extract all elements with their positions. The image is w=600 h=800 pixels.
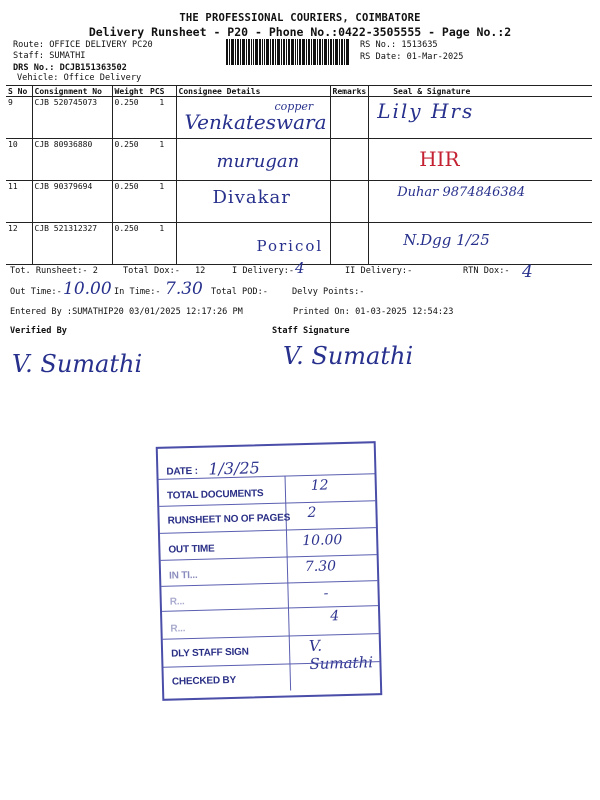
sno-cell: 10 <box>6 139 32 181</box>
in-time-value: 7.30 <box>165 279 203 299</box>
stamp-row-value: V. Sumathi <box>308 636 374 673</box>
pcs-cell: 1 <box>148 97 176 139</box>
stamp-row-label: OUT TIME <box>168 543 215 556</box>
stamp-row-label: IN TI... <box>168 569 198 582</box>
runsheet-subtitle: Delivery Runsheet - P20 - Phone No.:0422-3505555 - Page No.:2 <box>88 25 512 39</box>
remarks-cell <box>330 223 369 265</box>
rs-date: RS Date: 01-Mar-2025 <box>360 52 464 62</box>
col-header: Consignment No <box>32 86 112 97</box>
consignee-note: copper <box>274 100 314 113</box>
table-header-row <box>6 86 592 97</box>
vehicle-label: Vehicle: Office Delivery <box>17 73 142 83</box>
pcs-cell: 1 <box>148 139 176 181</box>
out-time-label: Out Time:- <box>10 287 62 297</box>
stamp-row-label: R... <box>169 596 185 608</box>
consignee-handwriting: Venkateswara <box>184 110 327 134</box>
table-row <box>6 181 592 223</box>
stamp-date-value: 1/3/25 <box>208 458 261 479</box>
col-header: S No <box>6 86 32 97</box>
remarks-cell <box>330 181 369 223</box>
stamp-row-label: DLY STAFF SIGN <box>170 646 249 660</box>
consignee-handwriting: Divakar <box>212 187 291 208</box>
stamp-row-label: CHECKED BY <box>171 674 237 688</box>
barcode-image <box>226 39 350 65</box>
stamp-row-value: 2 <box>307 504 317 521</box>
stamp-row <box>160 527 376 534</box>
signature-handwriting: Lily Hrs <box>377 99 475 123</box>
i-delivery-value: 4 <box>295 259 305 277</box>
stamp-row <box>161 580 377 587</box>
stamp-row-value: 12 <box>310 477 329 494</box>
consignee-handwriting: Poricol <box>256 237 324 255</box>
delvy-points-label: Delvy Points:- <box>292 287 365 297</box>
rtn-dox-value: 4 <box>522 262 533 282</box>
consignment-cell: CJB 521312327 <box>32 223 112 265</box>
stamp-row-label: R... <box>170 623 186 635</box>
stamp-row <box>161 554 377 561</box>
weight-cell: 0.250 <box>112 139 148 181</box>
stamp-row-value: 7.30 <box>304 558 337 576</box>
consignment-cell: CJB 520745073 <box>32 97 112 139</box>
i-delivery-label: I Delivery:- <box>232 266 295 276</box>
signature-handwriting: Duhar 9874846384 <box>397 185 526 200</box>
drs-number: DRS No.: DCJB151363502 <box>13 63 127 73</box>
stamp-row-label: RUNSHEET NO OF PAGES <box>167 512 291 527</box>
table-row <box>6 97 592 139</box>
weight-cell: 0.250 <box>112 97 148 139</box>
stamp-row <box>159 500 375 507</box>
stamp-row <box>162 605 378 612</box>
consignee-cell <box>176 223 330 265</box>
ii-delivery-label: II Delivery:- <box>345 266 413 276</box>
sno-cell: 11 <box>6 181 32 223</box>
sno-cell: 9 <box>6 97 32 139</box>
runsheet-table <box>6 85 592 265</box>
col-header: Weight <box>112 86 148 97</box>
consignment-cell: CJB 80936880 <box>32 139 112 181</box>
col-header: Seal & Signature <box>369 86 592 97</box>
out-time-value: 10.00 <box>63 279 112 299</box>
stamp-date-label: DATE : <box>166 465 198 478</box>
signature-handwriting: N.Dgg 1/25 <box>403 231 490 249</box>
stamp-row-label: TOTAL DOCUMENTS <box>166 488 264 502</box>
tot-runsheet: Tot. Runsheet:- 2 <box>10 266 98 276</box>
total-dox-value: 12 <box>195 266 206 276</box>
consignee-cell <box>176 139 330 181</box>
signature-cell <box>369 97 592 139</box>
verified-by-label: Verified By <box>10 326 67 336</box>
in-time-label: In Time:- <box>114 287 161 297</box>
weight-cell: 0.250 <box>112 181 148 223</box>
signature-cell <box>369 223 592 265</box>
table-row <box>6 139 592 181</box>
consignee-cell <box>176 181 330 223</box>
pcs-cell: 1 <box>148 181 176 223</box>
consignee-handwriting: murugan <box>216 151 300 172</box>
staff-label: Staff: SUMATHI <box>13 51 86 61</box>
total-pod-label: Total POD:- <box>211 287 268 297</box>
route-label: Route: OFFICE DELIVERY PC20 <box>13 40 153 50</box>
col-header: PCS <box>148 86 176 97</box>
consignee-cell <box>176 97 330 139</box>
sno-cell: 12 <box>6 223 32 265</box>
total-dox-label: Total Dox:- <box>123 266 180 276</box>
stamp-row-value: 4 <box>330 608 340 625</box>
signature-cell <box>369 139 592 181</box>
weight-cell: 0.250 <box>112 223 148 265</box>
office-stamp <box>156 441 383 701</box>
signature-handwriting: HIR <box>419 147 460 171</box>
staff-signature-label: Staff Signature <box>272 326 350 336</box>
verified-signature: V. Sumathi <box>12 350 143 378</box>
staff-signature: V. Sumathi <box>283 342 414 370</box>
stamp-row-value: - <box>323 585 329 602</box>
entered-by: Entered By :SUMATHIP20 03/01/2025 12:17:26 PM <box>10 307 243 317</box>
remarks-cell <box>330 139 369 181</box>
printed-on: Printed On: 01-03-2025 12:54:23 <box>293 307 454 317</box>
col-header: Consignee Details <box>176 86 330 97</box>
pcs-cell: 1 <box>148 223 176 265</box>
rs-number: RS No.: 1513635 <box>360 40 438 50</box>
stamp-row-value: 10.00 <box>302 532 343 550</box>
company-title: THE PROFESSIONAL COURIERS, COIMBATORE <box>179 12 421 24</box>
signature-cell <box>369 181 592 223</box>
remarks-cell <box>330 97 369 139</box>
consignment-cell: CJB 90379694 <box>32 181 112 223</box>
col-header: Remarks <box>330 86 369 97</box>
rtn-dox-label: RTN Dox:- <box>463 266 510 276</box>
